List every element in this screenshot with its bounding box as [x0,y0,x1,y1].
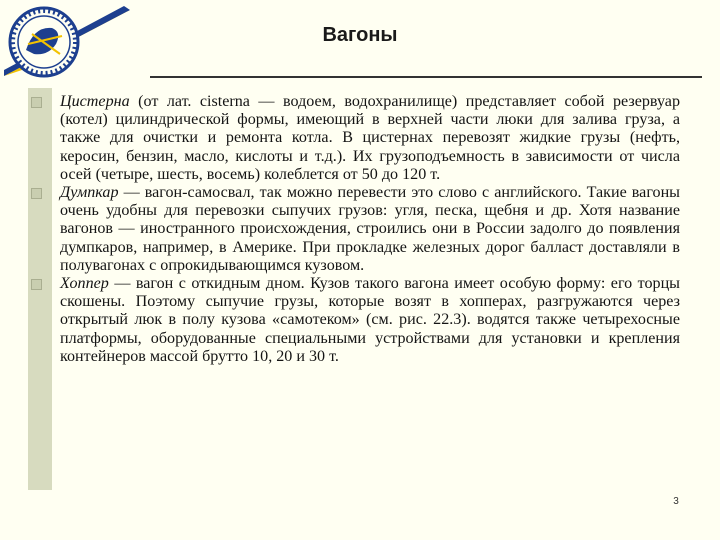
bullet-term: Думпкар [60,184,119,202]
bullet-item-hopper [30,275,680,366]
bullet-item-cistern [30,93,680,184]
slide-title: Вагоны [322,24,398,46]
bullet-text: — вагон-самосвал, так можно перевести это слово с английского. Такие вагоны очень удобны для перевозки сыпучих грузов: угля, песка, щебня и др. Хотя название вагонов — иностранного происхождения, строились они в России задолго до появления думпкаров, например, в Америке. При прокладке железных дорог балласт доставляли в полувагонах с опрокидывающимся кузовом. [60,184,680,274]
page-number: 3 [673,496,679,507]
emblem-logo [4,4,130,82]
square-bullet-icon [31,279,42,290]
bullet-text: (от лат. cisterna — водоем, водохранилище) представляет собой резервуар (котел) цилиндрической формы, имеющий в верхней части люки для залива груза, а также для очистки и ремонта котла. В цистернах перевозят жидкие грузы (нефть, керосин, бензин, масло, кислоты и т.д.). Их грузоподъемность в зависимости от числа осей (четыре, шесть, восемь) колеблется от 50 до 120 т. [60,93,680,183]
square-bullet-icon [31,188,42,199]
bullet-item-dumpcar [30,184,680,275]
slide-content [30,93,680,366]
title-underline [150,76,702,78]
square-bullet-icon [31,97,42,108]
bullet-text: — вагон с откидным дном. Кузов такого вагона имеет особую форму: его торцы скошены. Поэтому сыпучие грузы, которые возят в хопперах, разгружаются через открытый люк в полу кузова «самотеком» (см. рис. 22.3). водятся также четырехосные платформы, оборудованные специальными устройствами для установки и крепления контейнеров массой брутто 10, 20 и 30 т. [60,275,680,365]
bullet-term: Хоппер [60,275,109,293]
bullet-term: Цистерна [60,93,130,110]
